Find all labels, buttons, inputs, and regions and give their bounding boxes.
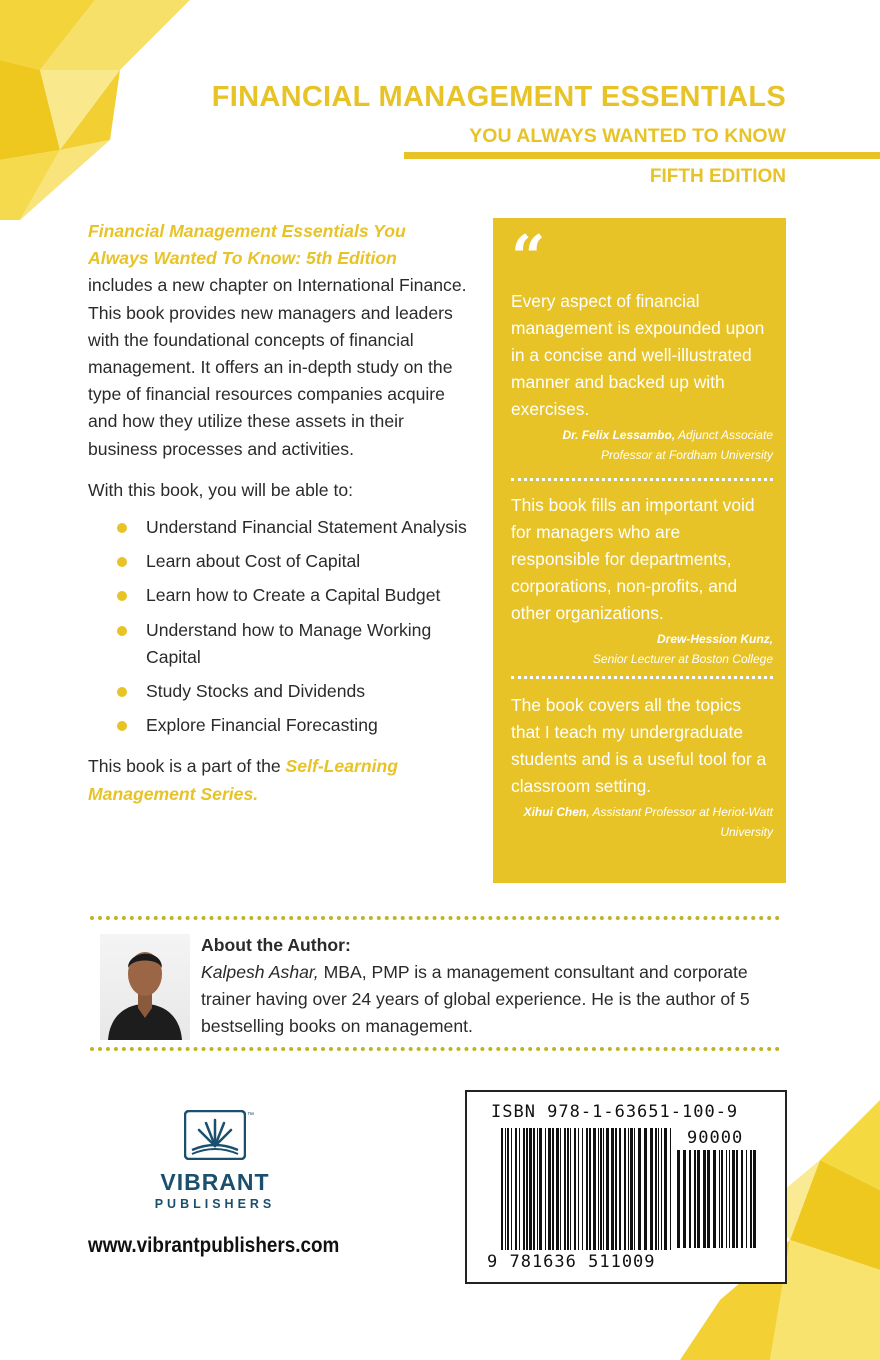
testimonial — [511, 692, 773, 842]
testimonials-box — [493, 218, 786, 883]
testimonial — [511, 288, 773, 465]
publisher-name: VIBRANT — [160, 1169, 270, 1195]
features-list — [88, 514, 472, 739]
features-intro: With this book, you will be able to: — [88, 479, 354, 500]
testimonial-text: Every aspect of financial management is expounded upon in a concise and well-illustrated manner and backed up with exercises. — [511, 291, 765, 419]
bullet-icon — [117, 687, 127, 697]
publisher-website: www.vibrantpublishers.com — [88, 1234, 340, 1257]
series-prefix: This book is a part of the — [88, 756, 281, 777]
author-bio-block — [201, 932, 761, 1040]
testimonial-attribution: Dr. Felix Lessambo, Adjunct Associate Professor at Fordham University — [562, 428, 773, 462]
author-heading: About the Author: — [201, 935, 351, 955]
series-line — [88, 753, 472, 807]
barcode — [465, 1090, 787, 1284]
intro-book-title-line2: Always Wanted To Know: 5th Edition — [88, 248, 397, 269]
bullet-icon — [117, 523, 127, 533]
list-item: Understand how to Manage Working Capital — [88, 617, 472, 671]
quote-mark-icon: “ — [511, 223, 546, 293]
author-bio — [201, 959, 761, 1040]
author-divider-bottom — [90, 1047, 780, 1051]
book-logo-icon — [184, 1110, 246, 1160]
author-name: Kalpesh Ashar, — [201, 962, 319, 982]
bullet-icon — [117, 721, 127, 731]
intro-body: includes a new chapter on International Finance. This book provides new managers and leaders with the foundational concepts of financial management. It offers an in-depth study on the type of financial resources companies acquire and how they utilize these assets in their business processes and activities. — [88, 275, 467, 459]
testimonial — [511, 492, 773, 669]
book-title: FINANCIAL MANAGEMENT ESSENTIALS — [211, 81, 786, 113]
author-portrait-icon — [100, 934, 190, 1040]
testimonial-divider — [511, 676, 773, 679]
title-rule — [404, 152, 880, 159]
bullet-icon — [117, 626, 127, 636]
list-item: Explore Financial Forecasting — [88, 712, 472, 739]
series-name: Self-Learning Management Series. — [88, 756, 398, 804]
intro-book-title-line1: Financial Management Essentials You — [88, 221, 406, 241]
bullet-icon — [117, 591, 127, 601]
decorative-polygon-top-left — [0, 0, 190, 220]
list-item: Learn about Cost of Capital — [88, 548, 472, 575]
list-item: Understand Financial Statement Analysis — [88, 514, 472, 541]
publisher-sub: PUBLISHERS — [154, 1197, 276, 1211]
book-description — [88, 218, 472, 808]
price-code: 90000 — [687, 1128, 744, 1148]
testimonial-divider — [511, 478, 773, 481]
author-bio-text: MBA, PMP is a management consultant and corporate trainer having over 24 years of global experience. He is the author of 5 bestselling books on management. — [201, 962, 750, 1036]
title-block — [212, 78, 786, 148]
edition-label: FIFTH EDITION — [649, 166, 786, 187]
trademark-symbol: ™ — [247, 1112, 254, 1119]
author-divider-top — [90, 916, 780, 920]
bullet-icon — [117, 557, 127, 567]
testimonial-text: The book covers all the topics that I teach my undergraduate students and is a useful tool for a classroom setting. — [511, 695, 767, 796]
barcode-addon-bars — [677, 1150, 757, 1248]
testimonial-text: This book fills an important void for managers who are responsible for departments, corporations, non-profits, and other organizations. — [511, 495, 755, 623]
author-photo — [100, 934, 190, 1040]
isbn-text: ISBN 978-1-63651-100-9 — [491, 1102, 739, 1122]
ean-digits: 9 781636 511009 — [487, 1252, 656, 1272]
list-item: Study Stocks and Dividends — [88, 678, 472, 705]
testimonial-attribution: Drew-Hession Kunz, Senior Lecturer at Boston College — [592, 632, 773, 666]
barcode-main-bars — [501, 1128, 673, 1250]
publisher-logo — [150, 1110, 280, 1211]
list-item: Learn how to Create a Capital Budget — [88, 582, 472, 609]
testimonial-attribution: Xihui Chen, Assistant Professor at Heriot-Watt University — [523, 805, 773, 839]
book-subtitle: YOU ALWAYS WANTED TO KNOW — [469, 125, 786, 147]
